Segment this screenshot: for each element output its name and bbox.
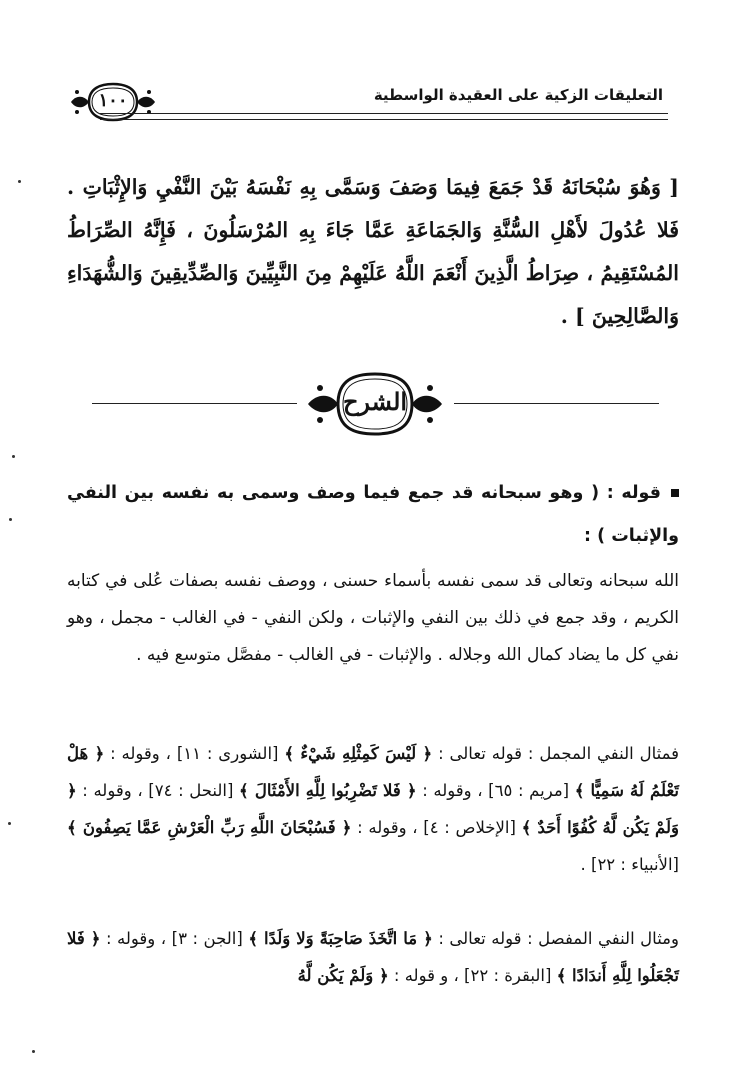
scan-speck [12, 455, 15, 458]
commentary-paragraph-1 [67, 563, 679, 674]
scan-speck [32, 1050, 35, 1053]
running-header-title: التعليقات الزكية على العقيدة الواسطية [373, 86, 663, 104]
scan-speck [9, 518, 12, 521]
scan-speck [18, 180, 21, 183]
scan-speck [8, 822, 11, 825]
commentary-text-2 [67, 735, 679, 883]
ref-1: [الشورى : ١١] ، وقوله : [104, 744, 285, 763]
commentary-text-1: الله سبحانه وتعالى قد سمى نفسه بأسماء حسنى ، ووصف نفسه بصفات عُلى في كتابه الكريم ، وقد جمع في ذلك بين النفي والإثبات ، ولكن النفي - في الغالب - مجمل ، وهو نفي كل ما يضاد كمال الله وجلاله . والإثبات - في الغالب - مفصَّل متوسع فيه . [67, 571, 679, 665]
verse-3: ﴿ فَلا تَضْرِبُوا لِلَّهِ الأَمْثَالَ ﴾ [239, 781, 417, 800]
page-number: ١٠٠ [98, 90, 128, 111]
commentary-paragraph-3 [67, 920, 679, 994]
ref-7: [البقرة : ٢٢] ، و قوله : [388, 966, 557, 985]
verse-5: ﴿ فَسُبْحَانَ اللَّهِ رَبِّ الْعَرْشِ عَمَّا يَصِفُونَ ﴾ [67, 818, 352, 837]
verse-7: ﴿ فَلا تَجْعَلُوا لِلَّهِ أَندَادًا ﴾ [67, 929, 679, 985]
verse-8: ﴿ وَلَمْ يَكُن لَّهُ [297, 966, 389, 985]
verse-4: ﴿ وَلَمْ يَكُن لَّهُ كُفُوًا أَحَدٌ ﴾ [67, 781, 680, 837]
verse-1: ﴿ لَيْسَ كَمِثْلِهِ شَيْءٌ ﴾ [284, 744, 433, 763]
ref-6: [الجن : ٣] ، وقوله : [100, 929, 249, 948]
sharh-rule-left [92, 403, 297, 404]
verse-2: ﴿ هَلْ تَعْلَمُ لَهُ سَمِيًّا ﴾ [67, 744, 679, 800]
commentary-paragraph-2 [67, 735, 679, 883]
quote-paragraph [67, 472, 679, 558]
sharh-rule-right [454, 403, 659, 404]
sharh-heading-badge [302, 370, 448, 438]
ref-5: [الأنبياء : ٢٢] . [580, 855, 679, 874]
ref-2: [مريم : ٦٥] ، وقوله : [416, 781, 575, 800]
quote-text: قوله : ( وهو سبحانه قد جمع فيما وصف وسمى به نفسه بين النفي والإثبات ) : [67, 483, 679, 546]
sharh-heading: الشرح [342, 387, 408, 416]
matn-text: [ وَهُوَ سُبْحَانَهُ قَدْ جَمَعَ فِيمَا وَصَفَ وَسَمَّى بِهِ نَفْسَهُ بَيْنَ النَّفْيِ وَالإِثْبَاتِ . فَلا عُدُولَ لأَهْلِ السُّنَّةِ وَالجَمَاعَةِ عَمَّا جَاءَ بِهِ المُرْسَلُونَ ، فَإِنَّهُ الصِّرَاطُ المُسْتَقِيمُ ، صِرَاطُ الَّذِينَ أَنْعَمَ اللَّهُ عَلَيْهِمْ مِنَ النَّبِيِّينَ وَالصِّدِّيقِينَ وَالشُّهَدَاءِ وَالصَّالِحِينَ ] . [67, 175, 679, 328]
matn-paragraph [67, 166, 679, 338]
bullet-square-icon [671, 489, 679, 497]
p2-intro: فمثال النفي المجمل : قوله تعالى : [432, 744, 680, 763]
ref-3: [النحل : ٧٤] ، وقوله : [76, 781, 240, 800]
page-number-badge [67, 80, 159, 124]
p3-intro: ومثال النفي المفصل : قوله تعالى : [432, 929, 679, 948]
header-rule-bottom [100, 119, 668, 120]
header-rule-top [100, 113, 668, 114]
verse-6: ﴿ مَا اتَّخَذَ صَاحِبَةً وَلا وَلَدًا ﴾ [248, 929, 433, 948]
ref-4: [الإخلاص : ٤] ، وقوله : [351, 818, 522, 837]
commentary-text-3 [67, 920, 679, 994]
